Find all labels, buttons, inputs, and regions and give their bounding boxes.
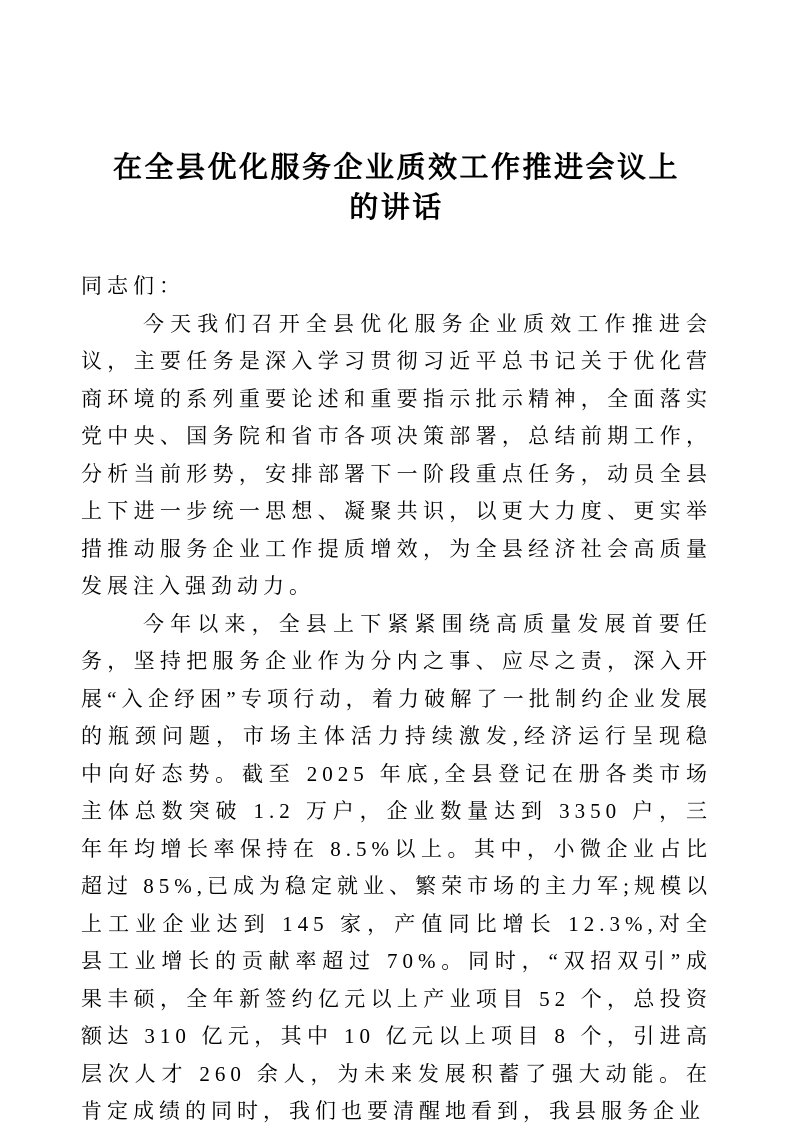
document-body [81,268,712,1131]
paragraph-achievements: 今年以来，全县上下紧紧围绕高质量发展首要任务，坚持把服务企业作为分内之事、应尽之责，深入开展“入企纾困”专项行动，着力破解了一批制约企业发展的瓶颈问题，市场主体活力持续激发,经济运行呈现稳中向好态势。截至 2025 年底,全县登记在册各类市场主体总数突破 1.2 万户，企业数量达到 3350 户，三年年均增长率保持在 8.5%以上。其中，小微企业占比超过 85%,已成为稳定就业、繁荣市场的主力军;规模以上工业企业达到 145 家，产值同比增长 12.3%,对全县工业增长的贡献率超过 70%。同时，“双招双引”成果丰硕，全年新签约亿元以上产业项目 52 个，总投资额达 310 亿元，其中 10 亿元以上项目 8 个，引进高层次人才 260 余人，为未来发展积蓄了强大动能。在肯定成绩的同时，我们也要清醒地看到，我县服务企业 [81,611,712,1123]
salutation-line: 同志们： [81,274,185,298]
paragraph-opening: 今天我们召开全县优化服务企业质效工作推进会议，主要任务是深入学习贯彻习近平总书记关于优化营商环境的系列重要论述和重要指示批示精神，全面落实党中央、国务院和省市各项决策部署，总结前期工作，分析当前形势，安排部署下一阶段重点任务，动员全县上下进一步统一思想、凝聚共识，以更大力度、更实举措推动服务企业工作提质增效，为全县经济社会高质量发展注入强劲动力。 [81,311,712,598]
document-title: 在全县优化服务企业质效工作推进会议上的讲话 [112,152,680,224]
